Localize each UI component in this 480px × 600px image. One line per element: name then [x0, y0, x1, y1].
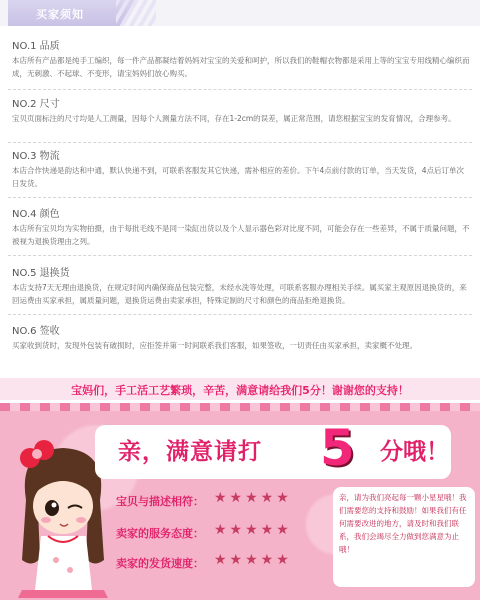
- rating-label-description: 宝贝与描述相符：: [116, 495, 204, 508]
- divider: [8, 142, 472, 143]
- divider: [8, 197, 472, 198]
- divider: [8, 255, 472, 256]
- panel-stripe: [0, 403, 480, 411]
- rating-label-shipping: 卖家的发货速度：: [116, 557, 204, 570]
- section-body: 本店合作快递是韵达和中通，默认快递不到，可联系客服发其它快递，需补相应的差价。下午4点前付款的订单，当天发货，4点后订单次日发货。: [12, 166, 465, 188]
- section-body: 宝贝页面标注的尺寸均是人工测量，因每个人测量方法不同，存在1-2cm的误差，属正常范围，请您根据宝宝的发育情况，合理参考。: [12, 114, 456, 123]
- section-title: NO.3 物流: [12, 151, 60, 162]
- divider: [8, 89, 472, 90]
- section-body: 买家收到货时，发现外包装有破损时，应拒签并第一时间联系我们客服，如果签收，一切责任由买家承担，卖家概不处理。: [12, 341, 417, 350]
- section-logistics: [8, 147, 472, 199]
- section-body: 本店所有宝贝均为实物拍摄，由于每批毛线不是同一染缸出货以及个人显示器色彩对比度不同，可能会存在一些差异，不属于质量问题，不被视为退换货理由之列。: [12, 224, 470, 246]
- section-color: [8, 205, 472, 257]
- section-title: NO.1 品质: [12, 41, 60, 52]
- section-title: NO.5 退换货: [12, 268, 70, 279]
- section-title: NO.6 签收: [12, 326, 60, 337]
- divider: [8, 314, 472, 315]
- speech-text: 亲，请为我们亮起每一颗小星星哦！我们需要您的支持和鼓励！如果我们有任何需要改进的地方，请及时和我们联系，我们会竭尽全力做到您满意为止哦！: [339, 493, 467, 554]
- section-title: NO.4 颜色: [12, 209, 60, 220]
- rating-label-service: 卖家的服务态度：: [116, 527, 204, 540]
- section-quality: [8, 37, 472, 89]
- banner-text: 宝妈们，手工活工艺繁琐，辛苦，满意请给我们5分！谢谢您的支持！: [71, 384, 409, 397]
- header-title: 买家须知: [36, 8, 84, 21]
- headline-score: 5: [320, 419, 355, 477]
- section-title: NO.2 尺寸: [12, 99, 60, 110]
- rating-panel: [0, 403, 480, 600]
- star-rating-shipping[interactable]: ★★★★★: [214, 552, 292, 568]
- section-size: [8, 95, 472, 147]
- star-rating-service[interactable]: ★★★★★: [214, 522, 292, 538]
- section-body: 本店支持7天无理由退换货，在规定时间内确保商品包装完整，未经水洗等处理，可联系客服办理相关手续。属买家主观原因退换货的，来回运费由买家承担，属质量问题，退换货运费由卖家承担，特殊定制的尺寸和颜色的商品拒绝退换货。: [12, 283, 467, 305]
- headline-suffix: 分哦！: [380, 439, 449, 465]
- headline-text: 亲，满意请打: [118, 439, 262, 465]
- section-body: 本店所有产品都是纯手工编织，每一件产品都凝结着妈妈对宝宝的关爱和呵护，所以我们的鞋帽衣物都是采用上等的宝宝专用线精心编织而成，无刺激、不起球、不变形，请宝妈妈们放心购买。: [12, 56, 470, 78]
- star-rating-description[interactable]: ★★★★★: [214, 490, 292, 506]
- header-stripes: [116, 0, 156, 26]
- section-receipt: [8, 322, 472, 362]
- section-returns: [8, 264, 472, 316]
